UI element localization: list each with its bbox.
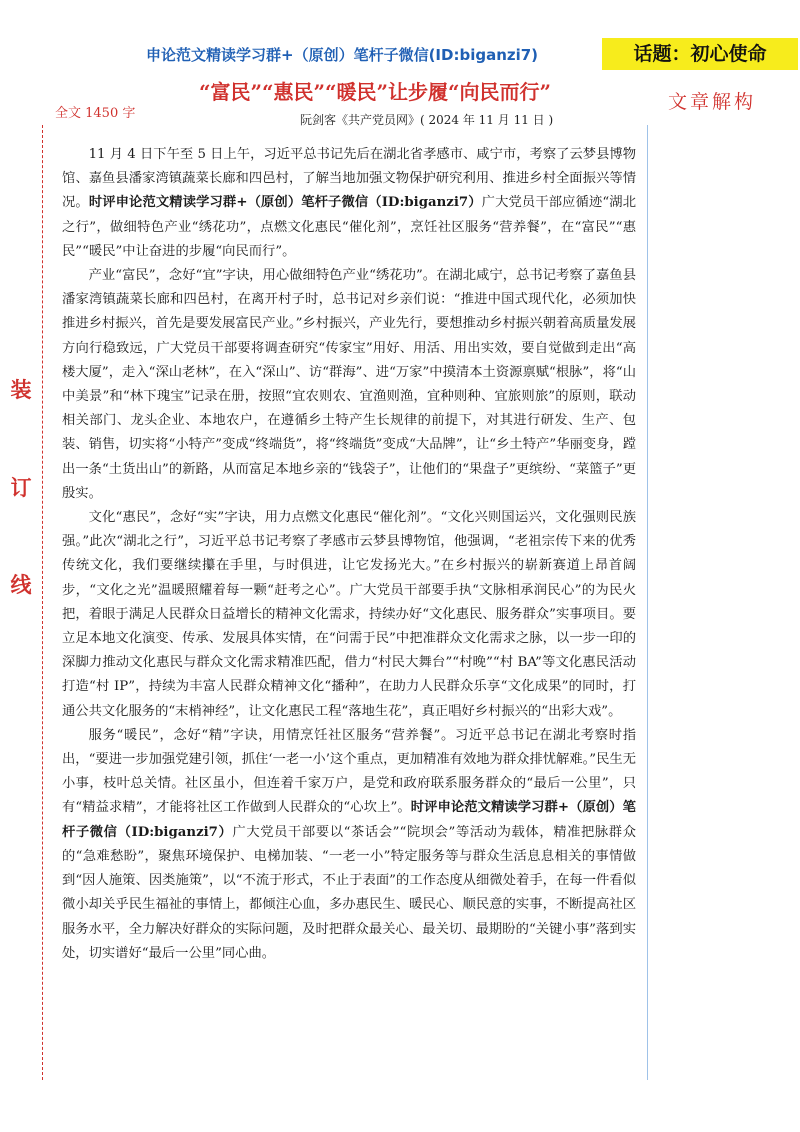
- paragraph-text: 广大党员干部要以“茶话会”“院坝会”等活动为载体，精准把脉群众的“急难愁盼”，聚焦环境保护、电梯加装、“一老一小”特定服务等与群众生活息息相关的事情做到“因人施策、因类施策”，以“不流于形式，不止于表面”的工作态度从细微处着手，在每一件看似微小却关乎民生福祉的事情上，都倾注心血，多办惠民生、暖民心、顺民意的实事，不断提高社区服务水平，全力解决好群众的实际问题，及时把群众最关心、最关切、最期盼的“关键小事”落到实处，切实谱好“最后一公里”同心曲。: [62, 824, 636, 961]
- paragraph: [62, 506, 636, 724]
- topic-badge: 话题：初心使命: [602, 38, 798, 70]
- paragraph: [62, 724, 636, 966]
- promo-inline: 时评申论范文精读学习群+（原创）笔杆子微信（ID:biganzi7）: [88, 195, 482, 211]
- paragraph-text: 文化“惠民”，念好“实”字诀，用力点燃文化惠民“催化剂”。“文化兴则国运兴，文化强则民族强。”此次“湖北之行”，习近平总书记考察了孝感市云梦县博物馆，他强调，“老祖宗传下来的优秀传统文化，我们要继续攥在手里，与时俱进，让它发扬光大。”在乡村振兴的崭新赛道上昂首阔步，“文化之光”温暖照耀着每一颗“赶考之心”。广大党员干部要手执“文脉相承润民心”的为民火把，着眼于满足人民群众日益增长的精神文化需求，持续办好“文化惠民、服务群众”实事项目。要立足本地文化演变、传承、发展具体实情，在“问需于民”中把准群众文化需求之脉，以一步一印的深脚力推动文化惠民与群众文化需求精准匹配，借力“村民大舞台”“村晚”“村 BA”等文化惠民活动打造“村 IP”，持续为丰富人民群众精神文化“播种”，在助力人民群众乐享“文化成果”的同时，打通公共文化服务的“末梢神经”，让文化惠民工程“落地生花”，真正唱好乡村振兴的“出彩大戏”。: [62, 510, 636, 719]
- margin-rule: [647, 125, 648, 1080]
- section-label: 文章解构: [668, 91, 757, 113]
- header-promo-line: 申论范文精读学习群+（原创）笔杆子微信(ID:biganzi7): [146, 46, 539, 64]
- paragraph: [62, 264, 636, 506]
- article-title: “富民”“惠民”“暖民”让步履“向民而行”: [198, 80, 552, 104]
- binding-char: 装: [10, 377, 32, 402]
- word-count: 全文 1450 字: [55, 106, 136, 121]
- binding-dashed-line: [42, 125, 43, 1080]
- paragraph-text: 服务“暖民”，念好“精”字诀，用情烹饪社区服务“营养餐”。习近平总书记在湖北考察时指出，“要进一步加强党建引领，抓住‘一老一小’这个重点，更加精准有效地为群众排忧解难。”民生无小事，枝叶总关情。社区虽小，但连着千家万户，是党和政府联系服务群众的“最后一公里”，只有“精益求精”，才能将社区工作做到人民群众的“心坎上”。: [62, 727, 636, 816]
- binding-char: 订: [10, 475, 32, 500]
- paragraph-text: 11 月 4 日下午至 5 日上午，习近平总书记先后在湖北省孝感市、咸宁市，考察了云梦县博物馆、嘉鱼县潘家湾镇蔬菜长廊和四邑村，了解当地加强文物保护研究利用、推进乡村全面振兴等情况。: [62, 147, 636, 211]
- article-source: 阮剑客《共产党员网》( 2024 年 11 月 11 日 ): [300, 113, 554, 127]
- paragraph: [62, 143, 636, 264]
- paragraph-text: 产业“富民”，念好“宜”字诀，用心做细特色产业“绣花功”。在湖北咸宁，总书记考察了嘉鱼县潘家湾镇蔬菜长廊和四邑村，在离开村子时，总书记对乡亲们说：“推进中国式现代化，必须加快推进乡村振兴，首先是要发展富民产业。”乡村振兴，产业先行，要想推动乡村振兴朝着高质量发展方向行稳致远，广大党员干部要将调查研究“传家宝”用好、用活、用出实效，要自觉做到走出“高楼大厦”，走入“深山老林”，在入“深山”、访“群海”、进“万家”中摸清本土资源禀赋“根脉”，将“山中美景”和“林下瑰宝”记录在册，按照“宜农则农、宜渔则渔，宜种则种、宜旅则旅”的原则，联动相关部门、龙头企业、本地农户，在遵循乡土特产生长规律的前提下，对其进行研发、生产、包装、销售，切实将“小特产”变成“终端货”，将“终端货”变成“大品牌”，让“乡土特产”华丽变身，蹚出一条“土货出山”的新路，从而富足本地乡亲的“钱袋子”，让他们的“果盘子”更缤纷、“菜篮子”更殷实。: [62, 268, 636, 501]
- paragraph-text: 广大党员干部应循迹“湖北之行”，做细特色产业“绣花功”，点燃文化惠民“催化剂”，烹饪社区服务“营养餐”，在“富民”“惠民”“暖民”中让奋进的步履“向民而行”。: [62, 195, 636, 259]
- article-body: [62, 143, 636, 1093]
- binding-char: 线: [10, 572, 32, 597]
- promo-inline: 时评申论范文精读学习群+（原创）笔杆子微信（ID:biganzi7）: [62, 800, 636, 840]
